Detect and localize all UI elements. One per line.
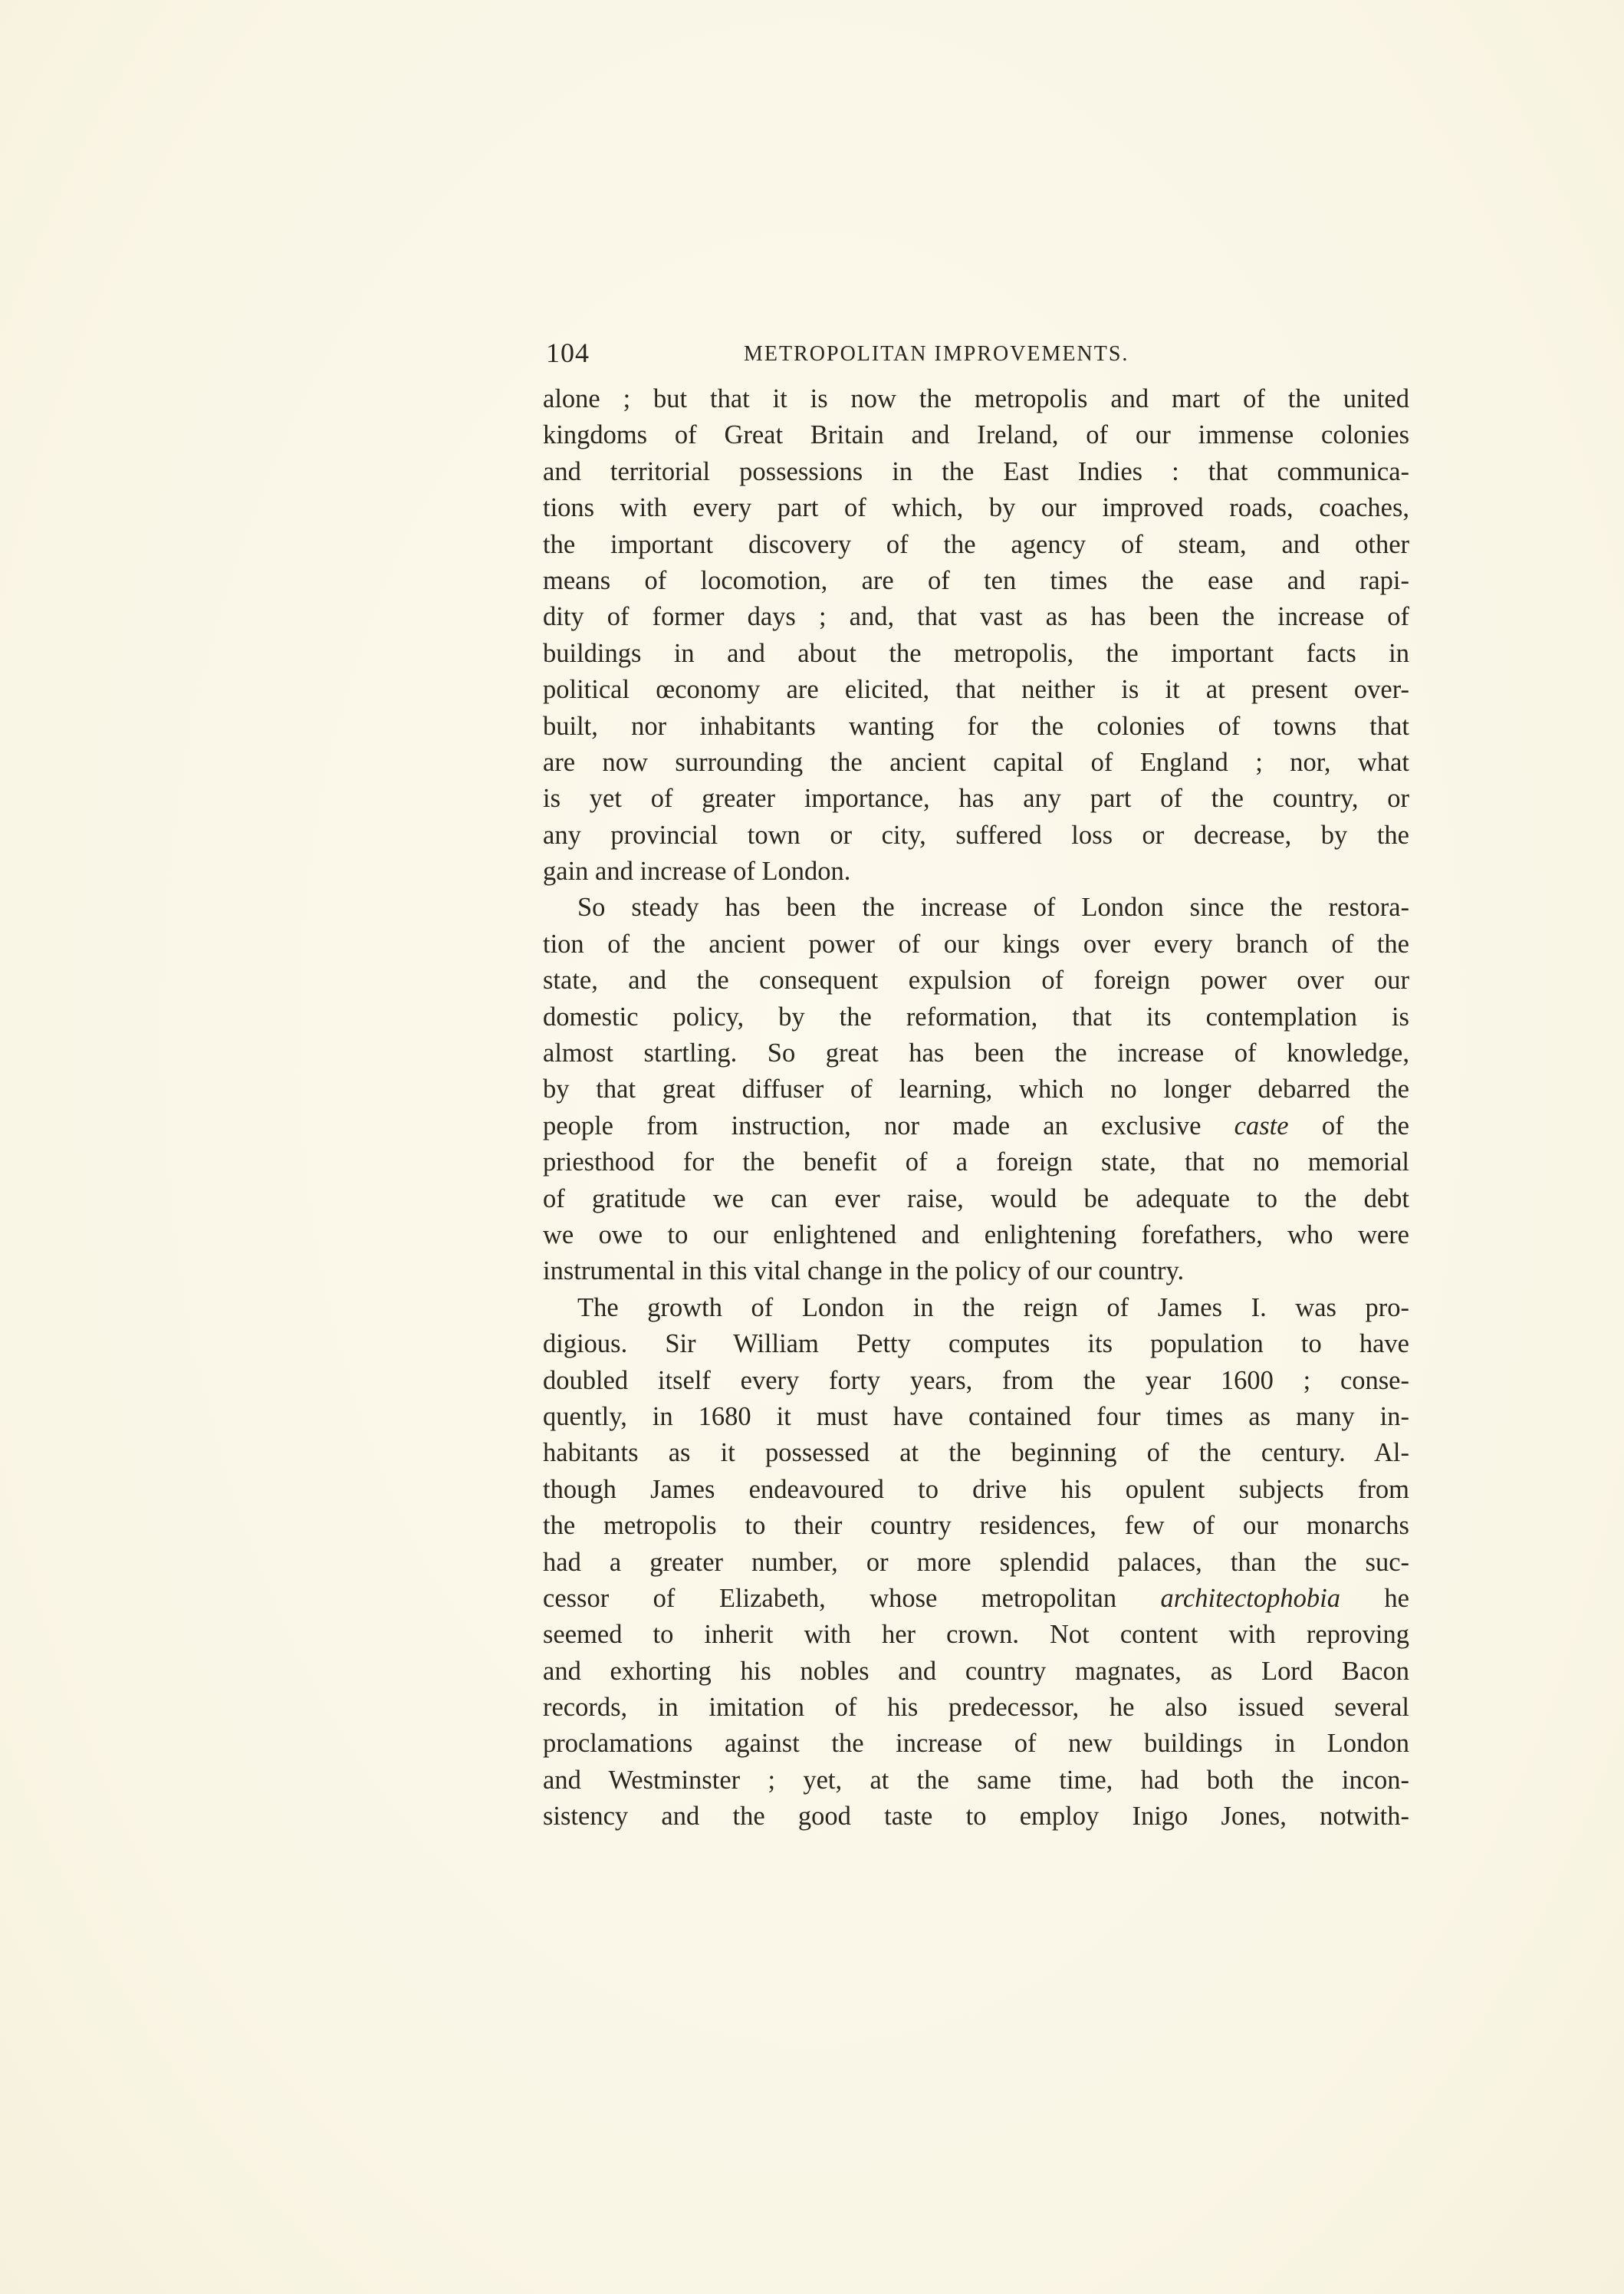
text-line: the important discovery of the agency of steam, and other xyxy=(543,529,1409,559)
text-line: kingdoms of Great Britain and Ireland, of our immense colonies xyxy=(543,420,1409,450)
page-number: 104 xyxy=(546,337,590,368)
text-line: are now surrounding the ancient capital of England ; nor, what xyxy=(543,747,1409,777)
text-line: tions with every part of which, by our improved roads, coaches, xyxy=(543,493,1409,523)
text-line: doubled itself every forty years, from the year 1600 ; conse- xyxy=(543,1365,1409,1395)
text-line: almost startling. So great has been the increase of knowledge, xyxy=(543,1038,1409,1068)
text-line: digious. Sir William Petty computes its population to have xyxy=(543,1329,1409,1359)
text-line: tion of the ancient power of our kings over every branch of the xyxy=(543,929,1409,959)
text-line: by that great diffuser of learning, which no longer debarred the xyxy=(543,1075,1409,1104)
text-line: any provincial town or city, suffered loss or decrease, by the xyxy=(543,820,1409,850)
text-line: means of locomotion, are of ten times the ease and rapi- xyxy=(543,565,1409,595)
text-line: though James endeavoured to drive his opulent subjects from xyxy=(543,1474,1409,1504)
text-line: instrumental in this vital change in the policy of our country. xyxy=(543,1256,1185,1286)
body-text xyxy=(543,381,1409,1835)
text-line: people from instruction, nor made an exclusive caste of the xyxy=(543,1111,1409,1140)
text-line: domestic policy, by the reformation, that its contemplation is xyxy=(543,1002,1409,1032)
text-line: political œconomy are elicited, that neither is it at present over- xyxy=(543,675,1409,705)
text-line: alone ; but that it is now the metropolis and mart of the united xyxy=(543,384,1409,413)
text-line: records, in imitation of his predecessor, he also issued several xyxy=(543,1693,1409,1723)
text-line: and exhorting his nobles and country magnates, as Lord Bacon xyxy=(543,1656,1409,1686)
italic-word: caste xyxy=(1234,1111,1289,1140)
text-line: seemed to inherit with her crown. Not content with reproving xyxy=(543,1620,1409,1650)
text-line: of gratitude we can ever raise, would be adequate to the debt xyxy=(543,1183,1409,1213)
text-line: So steady has been the increase of London since the restora- xyxy=(577,893,1409,923)
text-line: state, and the consequent expulsion of foreign power over our xyxy=(543,966,1409,996)
text-line: quently, in 1680 it must have contained four times as many in- xyxy=(543,1401,1409,1431)
text-line: buildings in and about the metropolis, the important facts in xyxy=(543,638,1409,668)
text-line: is yet of greater importance, has any part of the country, or xyxy=(543,784,1409,814)
text-line: sistency and the good taste to employ Inigo Jones, notwith- xyxy=(543,1802,1409,1832)
text-line: habitants as it possessed at the beginning of the century. Al- xyxy=(543,1438,1409,1468)
text-line: and Westminster ; yet, at the same time, had both the incon- xyxy=(543,1765,1409,1795)
text-line: built, nor inhabitants wanting for the colonies of towns that xyxy=(543,711,1409,741)
text-line: dity of former days ; and, that vast as has been the increase of xyxy=(543,602,1409,632)
italic-word: architectophobia xyxy=(1160,1583,1340,1613)
text-line: the metropolis to their country residences, few of our monarchs xyxy=(543,1511,1409,1541)
text-line: The growth of London in the reign of James I. was pro- xyxy=(577,1292,1409,1322)
text-line: cessor of Elizabeth, whose metropolitan architectophobia he xyxy=(543,1583,1409,1613)
text-line: proclamations against the increase of new buildings in London xyxy=(543,1729,1409,1759)
text-line: gain and increase of London. xyxy=(543,857,851,887)
running-head: METROPOLITAN IMPROVEMENTS. xyxy=(744,342,1129,366)
page-header xyxy=(546,336,1236,370)
text-line: and territorial possessions in the East Indies : that communica- xyxy=(543,456,1409,486)
text-line: had a greater number, or more splendid palaces, than the suc- xyxy=(543,1547,1409,1577)
text-line: priesthood for the benefit of a foreign state, that no memorial xyxy=(543,1147,1409,1177)
text-line: we owe to our enlightened and enlightening forefathers, who were xyxy=(543,1219,1409,1249)
